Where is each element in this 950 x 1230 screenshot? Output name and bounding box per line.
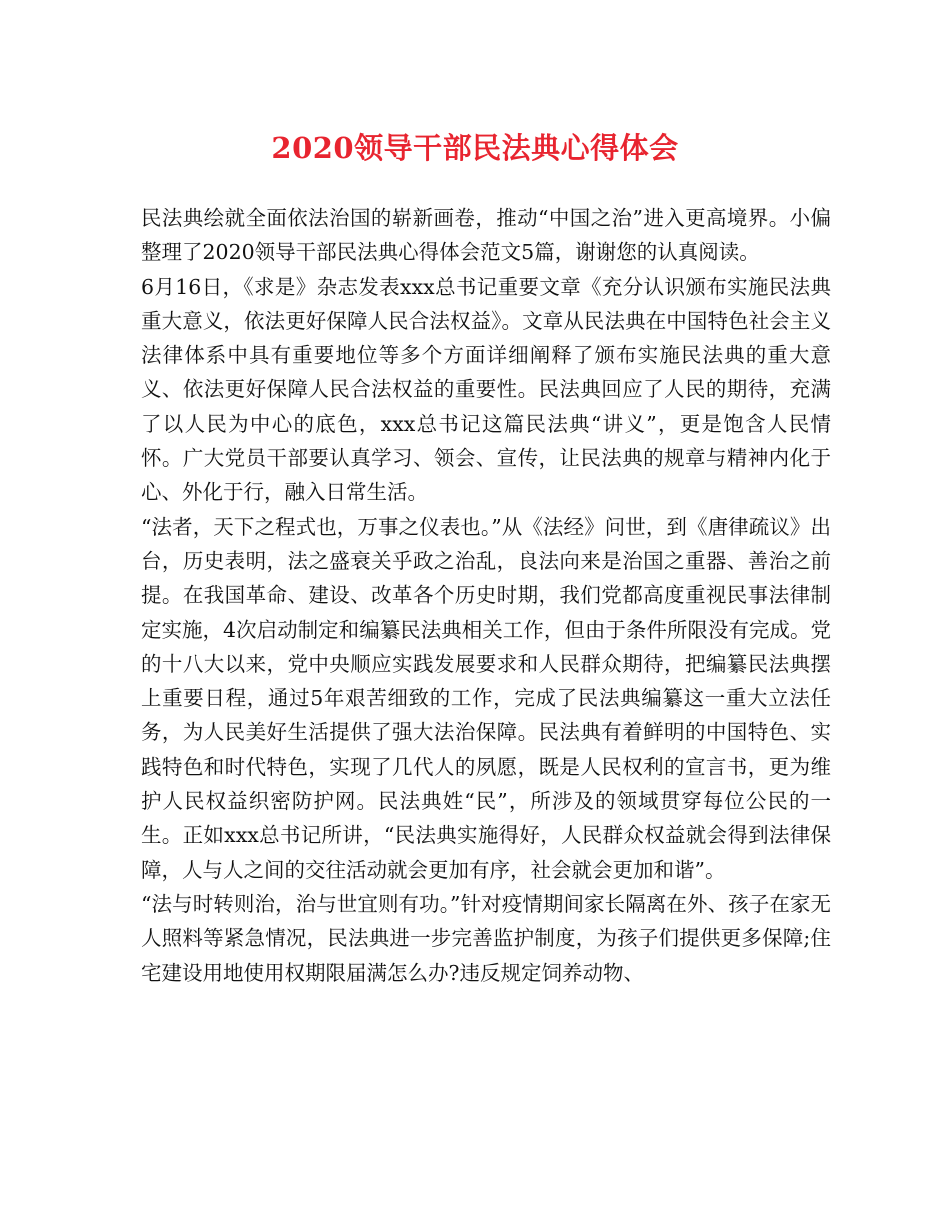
- paragraph-law-history: “法者，天下之程式也，万事之仪表也。”从《法经》问世，到《唐律疏议》出台，历史表明，法之盛衰关乎政之治乱，良法向来是治国之重器、善治之前提。在我国革命、建设、改革各个历史时期，我们党都高度重视民事法律制定实施，4次启动制定和编纂民法典相关工作，但由于条件所限没有完成。党的十八大以来，党中央顺应实践发展要求和人民群众期待，把编纂民法典摆上重要日程，通过5年艰苦细致的工作，完成了民法典编纂这一重大立法任务，为人民美好生活提供了强大法治保障。民法典有着鲜明的中国特色、实践特色和时代特色，实现了几代人的夙愿，既是人民权利的宣言书，更为维护人民权益织密防护网。民法典姓“民”，所涉及的领域贯穿每位公民的一生。正如xxx总书记所讲，“民法典实施得好，人民群众权益就会得到法律保障，人与人之间的交往活动就会更加有序，社会就会更加和谐”。: [141, 514, 831, 882]
- paragraph-intro: 民法典绘就全面依法治国的崭新画卷，推动“中国之治”进入更高境界。小偏整理了2020领导干部民法典心得体会范文5篇，谢谢您的认真阅读。: [141, 206, 831, 265]
- paragraph-law-with-times: “法与时转则治，治与世宜则有功。”针对疫情期间家长隔离在外、孩子在家无人照料等紧急情况，民法典进一步完善监护制度，为孩子们提供更多保障;住宅建设用地使用权期限届满怎么办?违反规定饲养动物、: [141, 891, 831, 985]
- document-title: 2020领导干部民法典心得体会: [271, 131, 679, 165]
- document-body: [141, 201, 831, 990]
- paragraph-qiushi-article: 6月16日，《求是》杂志发表xxx总书记重要文章《充分认识颁布实施民法典重大意义，依法更好保障人民合法权益》。文章从民法典在中国特色社会主义法律体系中具有重要地位等多个方面详细阐释了颁布实施民法典的重大意义、依法更好保障人民合法权益的重要性。民法典回应了人民的期待，充满了以人民为中心的底色，xxx总书记这篇民法典“讲义”，更是饱含人民情怀。广大党员干部要认真学习、领会、宣传，让民法典的规章与精神内化于心、外化于行，融入日常生活。: [141, 274, 831, 505]
